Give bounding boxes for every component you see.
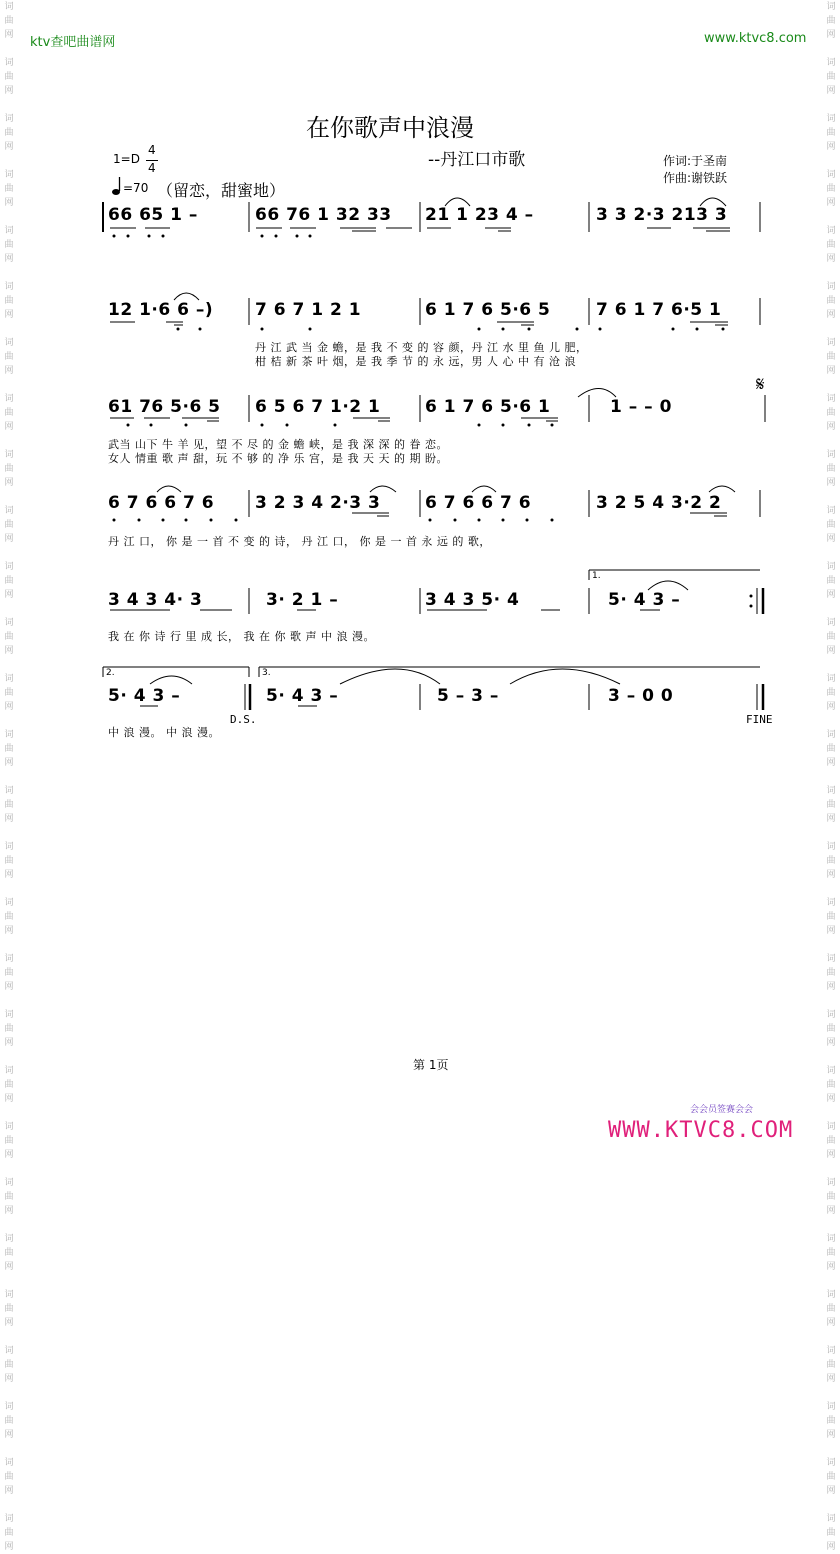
lyric-line: 武当 山下 牛 羊 见，望 不 尽 的 金 蟾 峡，是 我 深 深 的 眷 恋。 xyxy=(108,438,448,451)
notation-measure: 3 2 3 4 2·3 3 xyxy=(255,493,381,513)
segno-mark: 𝄋 xyxy=(756,372,765,396)
composer: 作曲:谢铁跃 xyxy=(663,171,728,185)
notation-measure: 3 4 3 5· 4 xyxy=(425,590,520,610)
notation-measure: 6 5 6 7 1·2 1 xyxy=(255,397,381,417)
volta-1-label: 1. xyxy=(592,571,601,581)
notation-measure: 5· 4 3 – xyxy=(266,686,339,706)
page-number: 第 1页 xyxy=(413,1058,449,1072)
notation-measure: 3 3 2·3 213 3 xyxy=(596,205,728,225)
notation-measure: 6 7 6 6 7 6 xyxy=(108,493,215,513)
lyric-line: 女人 情重 歌 声 甜，玩 不 够 的 净 乐 宫，是 我 天 天 的 期 盼。 xyxy=(108,452,448,465)
notation-measure: 12 1·6 6 –) xyxy=(108,300,214,320)
notation-measure: 3 2 5 4 3·2 2 xyxy=(596,493,722,513)
notation-measure: 7 6 7 1 2 1 xyxy=(255,300,362,320)
right-watermark: 词 曲 网 词 曲 网 词 曲 网 词 曲 网 词 曲 网 词 曲 网 词 曲 网 词 曲 网 词 曲 网 词 曲 网 词 曲 网 词 曲 网 词 曲 网 词 曲 网 词 曲 网 词 曲 网 词 曲 网 词 曲 网 词 曲 网 词 曲 网 词 曲 网 词 曲 网 词 曲 网 词 曲 网 词 曲 网 词 曲 网 词 曲 网 词 曲 网 xyxy=(826,2,836,1552)
tempo-value: =70 xyxy=(123,181,149,195)
notation-measure: 5· 4 3 – xyxy=(608,590,681,610)
notation-measure: 6 7 6 6 7 6 xyxy=(425,493,532,513)
left-watermark: 词 曲 网 词 曲 网 词 曲 网 词 曲 网 词 曲 网 词 曲 网 词 曲 网 词 曲 网 词 曲 网 词 曲 网 词 曲 网 词 曲 网 词 曲 网 词 曲 网 词 曲 网 词 曲 网 词 曲 网 词 曲 网 词 曲 网 词 曲 网 词 曲 网 词 曲 网 词 曲 网 词 曲 网 词 曲 网 词 曲 网 词 曲 网 词 曲 网 xyxy=(4,2,14,1552)
tempo-mood: （留恋，甜蜜地） xyxy=(157,181,286,200)
lyric-line: 丹 江 武 当 金 蟾，是 我 不 变 的 容 颜，丹 江 水 里 鱼 儿 肥， xyxy=(255,341,588,354)
notation-measure: 6 1 7 6 5·6 5 xyxy=(425,300,551,320)
notation-measure: 3 4 3 4· 3 xyxy=(108,590,203,610)
key-signature: 1=D xyxy=(113,152,140,166)
song-title: 在你歌声中浪漫 xyxy=(306,114,474,142)
footer-logo[interactable]: WWW.KTVC8.COM xyxy=(608,1118,794,1143)
lyric-line: 丹 江 口， 你 是 一 首 不 变 的 诗， 丹 江 口， 你 是 一 首 永 远 的 歌， xyxy=(108,535,491,548)
notation-measure: 61 76 5·6 5 xyxy=(108,397,221,417)
volta-3-label: 3. xyxy=(262,668,271,678)
song-subtitle: --丹江口市歌 xyxy=(428,150,526,170)
notation-measure: 1 – – 0 xyxy=(610,397,672,417)
notation-measure: 5 – 3 – xyxy=(437,686,499,706)
time-signature-bottom: 4 xyxy=(148,161,156,175)
footer-badge: 会会员签赛会会 xyxy=(690,1105,754,1115)
ds-mark: D.S. xyxy=(230,713,257,726)
volta-2-label: 2. xyxy=(106,668,115,678)
site-link-right[interactable]: www.ktvc8.com xyxy=(704,31,807,46)
notation-measure: 6 1 7 6 5·6 1 xyxy=(425,397,551,417)
notation-measure: 7 6 1 7 6·5 1 xyxy=(596,300,722,320)
lyric-line: 中 浪 漫。 中 浪 漫。 xyxy=(108,726,220,739)
time-signature-top: 4 xyxy=(148,143,156,157)
fine-mark: FINE xyxy=(746,713,773,726)
lyricist: 作词:于圣南 xyxy=(663,154,728,168)
notation-measure: 66 65 1 – xyxy=(108,205,198,225)
notation-measure: 5· 4 3 – xyxy=(108,686,181,706)
lyric-line: 柑 桔 新 茶 叶 烟，是 我 季 节 的 永 远，男 人 心 中 有 沧 浪 xyxy=(255,355,576,368)
lyric-line: 我 在 你 诗 行 里 成 长， 我 在 你 歌 声 中 浪 漫。 xyxy=(108,630,375,643)
notation-measure: 66 76 1 32 33 xyxy=(255,205,392,225)
notation-measure: 21 1 23 4 – xyxy=(425,205,534,225)
notation-measure: 3 – 0 0 xyxy=(608,686,674,706)
site-link-left[interactable]: ktv查吧曲谱网 xyxy=(30,35,116,50)
notation-measure: 3· 2 1 – xyxy=(266,590,339,610)
